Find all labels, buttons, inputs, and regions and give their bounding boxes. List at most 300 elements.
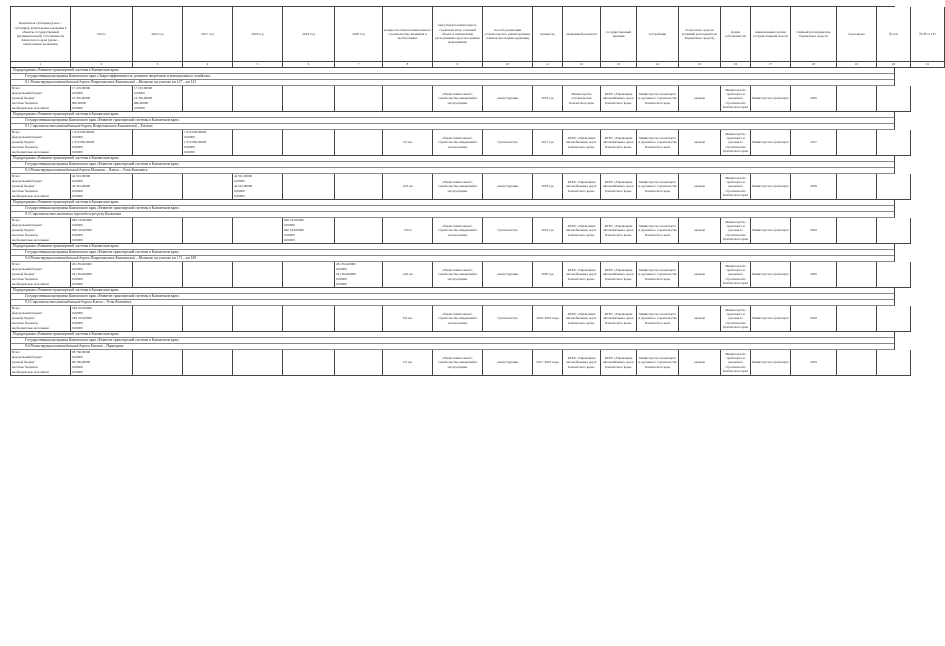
year-value: 0,00000 — [234, 179, 245, 183]
year-values — [233, 218, 283, 244]
recipient-cell: Министерство транспорта и дорожного строительства Камчатского края — [637, 130, 679, 156]
header-cell: получатель средств (главный распорядитель бюджетных средств) — [679, 7, 721, 62]
year-value: 44 591,00000 — [234, 174, 253, 178]
row-label: краевой бюджет — [12, 360, 35, 364]
column-number: 1 — [11, 62, 71, 68]
header-cell: 2019 год — [283, 7, 335, 62]
builder-cell: КГКУ «Управление автомобильных дорог Камчатского края» — [601, 350, 637, 376]
year-range-cell: 2018 год — [533, 174, 563, 200]
row-label: федеральный бюджет — [12, 91, 43, 95]
item-title: 9.5 Строительство автомобильной дороги Ключи – Усть-Камчатск — [10, 300, 895, 306]
row-label: краевой бюджет — [12, 272, 35, 276]
total-value: 98 760,00000 — [72, 350, 91, 354]
column-number: 21 — [911, 62, 945, 68]
year-range-cell: 2016–2018 годы — [533, 306, 563, 332]
total-values — [71, 262, 133, 288]
header-cell: застройщик — [637, 7, 679, 62]
year-values — [183, 306, 233, 332]
recipient-cell: Министерство транспорта и дорожного строительства Камчатского края — [637, 174, 679, 200]
form-cell: краевая — [679, 350, 721, 376]
total-value: 0,00000 — [72, 238, 83, 242]
recipient-cell: Министерство транспорта и дорожного строительства Камчатского края — [637, 306, 679, 332]
column-number: 7 — [335, 62, 383, 68]
total-value: 1 679 650,00000 — [72, 140, 95, 144]
row-label: местные бюджеты — [12, 321, 38, 325]
object-cell: Объект капитального строительства, введенный в эксплуатацию — [433, 130, 483, 156]
header-cell: мощность — [533, 7, 563, 62]
empty-cell — [837, 262, 877, 288]
year-values — [233, 350, 283, 376]
section-subtitle: Государственная программа Камчатского края «Развитие транспортной системы в Камчатском крае» — [10, 338, 895, 344]
grbs-cell: Министерство транспорта — [751, 174, 791, 200]
row-labels — [11, 218, 71, 244]
year-values — [335, 262, 383, 288]
year-values — [283, 350, 335, 376]
empty-cell — [877, 218, 911, 244]
org-cell: Министерство транспорта и дорожного строительства Камчатского края — [721, 350, 751, 376]
section-subtitle: Государственная программа Камчатского края «Развитие транспортной системы в Камчатском крае» — [10, 206, 895, 212]
row-label: краевой бюджет — [12, 228, 35, 232]
column-number: 9 — [433, 62, 483, 68]
builder-cell: КГКУ «Управление автомобильных дорог Камчатского края» — [601, 174, 637, 200]
empty-cell — [877, 306, 911, 332]
row-label: Всего — [12, 130, 21, 134]
total-values — [71, 86, 133, 112]
empty-cell — [877, 130, 911, 156]
row-label: Всего — [12, 86, 21, 90]
year-values — [335, 350, 383, 376]
year-values — [183, 86, 233, 112]
row-label: краевой бюджет — [12, 184, 35, 188]
item-title: 9.6 Реконструкция автомобильной дороги Елизово – Паратунка — [10, 344, 895, 350]
row-label: местные бюджеты — [12, 365, 38, 369]
column-number: 16 — [721, 62, 751, 68]
year-value: 0,00000 — [284, 233, 295, 237]
year-values — [335, 86, 383, 112]
table-header — [10, 6, 936, 62]
row-label: внебюджетные источники — [12, 370, 49, 374]
row-label: местные бюджеты — [12, 145, 38, 149]
org-cell: Министерство транспорта и дорожного строительства Камчатского края — [721, 174, 751, 200]
year-values — [335, 174, 383, 200]
builder-cell: КГКУ «Управление автомобильных дорог Камчатского края» — [601, 218, 637, 244]
year-value: 1 679 650,00000 — [184, 130, 207, 134]
section-title: Подпрограмма «Развитие транспортной системы в Камчатском крае» — [10, 156, 895, 162]
header-cell: наименование органа государственной власти — [751, 7, 791, 62]
total-value: 189 322,00000 — [72, 306, 92, 310]
grbs-cell: Министерство транспорта — [751, 262, 791, 288]
year-values — [133, 262, 183, 288]
header-cell: ожидаемый результат — [563, 7, 601, 62]
builder-cell: КГКУ «Управление автомобильных дорог Камчатского края» — [601, 130, 637, 156]
empty-cell — [837, 174, 877, 200]
header-cell: 2018 год — [233, 7, 283, 62]
total-value: 0,00000 — [72, 321, 83, 325]
form-cell: краевая — [679, 174, 721, 200]
row-label: краевой бюджет — [12, 140, 35, 144]
table-row — [10, 174, 895, 200]
term-cell: 2019 — [791, 350, 837, 376]
term-cell: 2018 — [791, 174, 837, 200]
year-value: 0,00000 — [184, 150, 195, 154]
column-number: 17 — [751, 62, 791, 68]
row-label: Всего — [12, 350, 21, 354]
builder-cell: КГКУ «Управление автомобильных дорог Камчатского края» — [601, 262, 637, 288]
section-title: Подпрограмма «Развитие транспортной системы в Камчатском крае» — [10, 332, 895, 338]
method-cell: строительство — [483, 130, 533, 156]
recipient-cell: Министерство транспорта и дорожного строительства Камчатского края — [637, 218, 679, 244]
total-values — [71, 306, 133, 332]
year-values — [133, 218, 183, 244]
total-value: 0,00000 — [72, 355, 83, 359]
year-value: 0,00000 — [184, 145, 195, 149]
item-title: 9.1 Строительство автомобильной дороги Петропавловск-Камчатский – Елизово — [10, 124, 895, 130]
row-label: федеральный бюджет — [12, 311, 43, 315]
header-cell: вид (объекта капитального строительства), основной объект и направление расходования средств в рамках мероприятия — [433, 7, 483, 62]
column-number: 12 — [563, 62, 601, 68]
method-cell: реконструкция — [483, 262, 533, 288]
year-values — [133, 306, 183, 332]
section-title: Подпрограмма «Развитие транспортной системы в Камчатском крае» — [10, 68, 895, 74]
method-cell: реконструкция — [483, 86, 533, 112]
method-cell: строительство — [483, 218, 533, 244]
row-label: Всего — [12, 306, 21, 310]
year-values — [283, 86, 335, 112]
header-cell: Итого — [71, 7, 133, 62]
column-number: 11 — [533, 62, 563, 68]
row-label: внебюджетные источники — [12, 106, 49, 110]
year-values — [183, 350, 233, 376]
customer-cell: КГКУ «Управление автомобильных дорог Камчатского края» — [563, 306, 601, 332]
grbs-cell: Министерство транспорта — [751, 218, 791, 244]
row-label: федеральный бюджет — [12, 355, 43, 359]
capacity-cell: 150 м — [383, 218, 433, 244]
customer-cell: КГКУ «Управление автомобильных дорог Камчатского края» — [563, 218, 601, 244]
header-cell: форма собственности — [721, 7, 751, 62]
total-value: 846 543,00000 — [72, 228, 92, 232]
year-value: 1 679 650,00000 — [184, 140, 207, 144]
total-value: 0,00000 — [72, 194, 83, 198]
year-value: 0,00000 — [184, 135, 195, 139]
year-values — [283, 262, 335, 288]
year-values — [133, 174, 183, 200]
total-value: 0,00000 — [72, 223, 83, 227]
row-label: внебюджетные источники — [12, 150, 49, 154]
row-label: внебюджетные источники — [12, 238, 49, 242]
object-cell: Объект капитального строительства, введенный в эксплуатацию — [433, 350, 483, 376]
capacity-cell: 14,0 км — [383, 262, 433, 288]
year-values — [233, 306, 283, 332]
column-number: 2 — [71, 62, 133, 68]
total-value: 0,00000 — [72, 277, 83, 281]
method-cell: строительство — [483, 306, 533, 332]
total-values — [71, 350, 133, 376]
row-label: внебюджетные источники — [12, 326, 49, 330]
builder-cell: КГКУ «Управление автомобильных дорог Камчатского края» — [601, 306, 637, 332]
row-label: местные бюджеты — [12, 233, 38, 237]
column-number: 5 — [233, 62, 283, 68]
table-row — [10, 306, 895, 332]
capacity-cell: 12,0 км — [383, 174, 433, 200]
grbs-cell: Министерство транспорта — [751, 130, 791, 156]
method-cell: реконструкция — [483, 174, 533, 200]
year-range-cell: 2016 год — [533, 86, 563, 112]
row-label: федеральный бюджет — [12, 135, 43, 139]
document-sheet — [10, 6, 936, 631]
grbs-cell: Министерство транспорта — [751, 86, 791, 112]
year-range-cell: 2019 год — [533, 218, 563, 244]
total-value: 0,00000 — [72, 311, 83, 315]
org-cell: Министерство транспорта и дорожного строительства Камчатского края — [721, 306, 751, 332]
column-number: 14 — [637, 62, 679, 68]
empty-cell — [837, 350, 877, 376]
empty-cell — [877, 350, 911, 376]
recipient-cell: Министерство транспорта и дорожного строительства Камчатского края — [637, 86, 679, 112]
year-values — [233, 174, 283, 200]
table-row — [10, 262, 895, 288]
column-number: 3 — [133, 62, 183, 68]
year-value: 261 854,00000 — [336, 262, 356, 266]
year-value: 0,00000 — [336, 267, 347, 271]
year-values — [283, 306, 335, 332]
header-cell: № п/п — [877, 7, 911, 62]
column-number: 6 — [283, 62, 335, 68]
column-number: 13 — [601, 62, 637, 68]
year-value: 0,00000 — [336, 277, 347, 281]
total-value: 0,00000 — [72, 282, 83, 286]
object-cell: Объект капитального строительства, введенный в эксплуатацию — [433, 174, 483, 200]
year-values — [233, 86, 283, 112]
grbs-cell: Министерство транспорта — [751, 306, 791, 332]
total-value: 0,00000 — [72, 365, 83, 369]
row-label: местные бюджеты — [12, 101, 38, 105]
header-cell: Срок ввода — [837, 7, 877, 62]
row-label: федеральный бюджет — [12, 267, 43, 271]
column-number: 15 — [679, 62, 721, 68]
total-value: 0,00000 — [72, 150, 83, 154]
method-cell: реконструкция — [483, 350, 533, 376]
table-row — [10, 130, 895, 156]
form-cell: краевая — [679, 218, 721, 244]
year-value: 0,00000 — [336, 282, 347, 286]
total-value: 16 365,00000 — [72, 96, 91, 100]
year-range-cell: 2017–2019 годы — [533, 350, 563, 376]
table-body — [10, 68, 895, 376]
recipient-cell: Министерство транспорта и дорожного строительства Камчатского края — [637, 262, 679, 288]
form-cell: краевая — [679, 130, 721, 156]
section-subtitle: Государственная программа Камчатского края «Развитие транспортной системы в Камчатском крае» — [10, 162, 895, 168]
header-cell: 2017 год — [183, 7, 233, 62]
capacity-cell: 3,5 км — [383, 130, 433, 156]
org-cell: Министерство транспорта и дорожного строительства Камчатского края — [721, 86, 751, 112]
column-numbers — [10, 62, 930, 68]
recipient-cell: Министерство транспорта и дорожного строительства Камчатского края — [637, 350, 679, 376]
total-value: 0,00000 — [72, 189, 83, 193]
row-label: Всего — [12, 218, 21, 222]
total-value: 17 225,00000 — [72, 86, 91, 90]
year-values — [183, 262, 233, 288]
year-values — [233, 262, 283, 288]
year-value: 0,00000 — [134, 91, 145, 95]
customer-cell: КГКУ «Управление автомобильных дорог Камчатского края» — [563, 174, 601, 200]
object-cell: Объект капитального строительства, введенный в эксплуатацию — [433, 306, 483, 332]
column-number: 20 — [877, 62, 911, 68]
year-values — [183, 174, 233, 200]
column-number: 18 — [791, 62, 837, 68]
section-title: Подпрограмма «Развитие транспортной системы в Камчатском крае» — [10, 288, 895, 294]
row-label: федеральный бюджет — [12, 179, 43, 183]
object-cell: Объект капитального строительства, введенный в эксплуатацию — [433, 218, 483, 244]
item-title: 9.4 Реконструкция автомобильной дороги Петропавловск-Камчатский – Мильково на участке км 171 – км 185 — [10, 256, 895, 262]
year-value: 0,00000 — [234, 194, 245, 198]
customer-cell: Министерство строительства Камчатского края — [563, 86, 601, 112]
empty-cell — [877, 174, 911, 200]
row-label: внебюджетные источники — [12, 282, 49, 286]
header-cell: 2016 год — [133, 7, 183, 62]
header-cell: №/№ п. ГП — [911, 7, 945, 62]
term-cell: 2016 — [791, 86, 837, 112]
item-title: 8.1 Реконструкция автомобильной дороги Петропавловск-Камчатский – Мильково на участке км 127 – км 141 — [10, 80, 895, 86]
row-labels — [11, 130, 71, 156]
year-value: 261 854,00000 — [336, 272, 356, 276]
total-value: 0,00000 — [72, 91, 83, 95]
total-value: 98 760,00000 — [72, 360, 91, 364]
form-cell: краевая — [679, 306, 721, 332]
item-title: 9.3 Строительство мостового перехода через реку Камчатка — [10, 212, 895, 218]
year-values — [335, 218, 383, 244]
row-label: краевой бюджет — [12, 316, 35, 320]
term-cell: 2018 — [791, 306, 837, 332]
total-value: 189 322,00000 — [72, 316, 92, 320]
header-cell: способ реализации (строительство, реконструкция, техническое перевооружение) — [483, 7, 533, 62]
total-value: 0,00000 — [72, 326, 83, 330]
year-range-cell: 2020 год — [533, 262, 563, 288]
year-value: 860,00000 — [134, 101, 149, 105]
total-value: 0,00000 — [72, 135, 83, 139]
year-value: 846 543,00000 — [284, 218, 304, 222]
item-title: 9.2 Реконструкция автомобильной дороги Мильково – Ключи – Усть-Камчатск — [10, 168, 895, 174]
header-cell: 2020 год — [335, 7, 383, 62]
year-value: 846 543,00000 — [284, 228, 304, 232]
object-cell: Объект капитального строительства, введенный в эксплуатацию — [433, 86, 483, 112]
column-number: 4 — [183, 62, 233, 68]
builder-cell: КГКУ «Управление автомобильных дорог Камчатского края» — [601, 86, 637, 112]
row-labels — [11, 262, 71, 288]
year-values — [133, 86, 183, 112]
capacity-cell — [383, 86, 433, 112]
form-cell: краевая — [679, 86, 721, 112]
table-row — [10, 86, 895, 112]
column-number: 19 — [837, 62, 877, 68]
year-value: 0,00000 — [284, 238, 295, 242]
row-label: внебюджетные источники — [12, 194, 49, 198]
row-labels — [11, 306, 71, 332]
year-range-cell: 2017 год — [533, 130, 563, 156]
total-value: 0,00000 — [72, 233, 83, 237]
year-values — [283, 130, 335, 156]
section-title: Подпрограмма «Развитие транспортной системы в Камчатском крае» — [10, 200, 895, 206]
row-label: Всего — [12, 262, 21, 266]
row-labels — [11, 350, 71, 376]
year-values — [183, 218, 233, 244]
object-cell: Объект капитального строительства, введенный в эксплуатацию — [433, 262, 483, 288]
year-values — [335, 130, 383, 156]
empty-cell — [837, 306, 877, 332]
grbs-cell: Министерство транспорта — [751, 350, 791, 376]
year-values — [133, 350, 183, 376]
row-label: Всего — [12, 174, 21, 178]
section-subtitle: Государственная программа Камчатского края «Развитие транспортной системы в Камчатском крае» — [10, 118, 895, 124]
customer-cell: КГКУ «Управление автомобильных дорог Камчатского края» — [563, 130, 601, 156]
total-value: 0,00000 — [72, 370, 83, 374]
section-subtitle: Государственная программа Камчатского края «Развитие транспортной системы в Камчатском крае» — [10, 250, 895, 256]
section-title: Подпрограмма «Развитие транспортной системы в Камчатском крае» — [10, 112, 895, 118]
table-row — [10, 218, 895, 244]
org-cell: Министерство транспорта и дорожного строительства Камчатского края — [721, 218, 751, 244]
year-values — [183, 130, 233, 156]
year-value: 0,00000 — [234, 189, 245, 193]
section-subtitle: Государственная программа Камчатского края «Развитие транспортной системы в Камчатском крае» — [10, 294, 895, 300]
total-value: 1 679 650,00000 — [72, 130, 95, 134]
year-value: 0,00000 — [134, 106, 145, 110]
empty-cell — [837, 86, 877, 112]
empty-cell — [837, 218, 877, 244]
section-title: Подпрограмма «Развитие транспортной системы в Камчатском крае» — [10, 244, 895, 250]
capacity-cell: 8,0 км — [383, 306, 433, 332]
term-cell: 2019 — [791, 218, 837, 244]
section-subtitle: Государственная программа Камчатского края «Энергоэффективность, развитие энергетики и коммунального хозяйства» — [10, 74, 895, 80]
row-labels — [11, 174, 71, 200]
column-number: 8 — [383, 62, 433, 68]
total-value: 261 854,00000 — [72, 262, 92, 266]
term-cell: 2020 — [791, 262, 837, 288]
total-value: 0,00000 — [72, 267, 83, 271]
total-value: 860,00000 — [72, 101, 87, 105]
total-value: 261 854,00000 — [72, 272, 92, 276]
header-cell: Бюджетная субсидия (далее – субсидия); капитальные вложения в объекты государственной (муниципальной) собственности Камчатского края (далее – капитальные вложения) — [11, 7, 71, 62]
total-value: 44 591,00000 — [72, 174, 91, 178]
total-value: 0,00000 — [72, 145, 83, 149]
header-cell: мощность объекта капитального строительства, вводимая в эксплуатацию — [383, 7, 433, 62]
org-cell: Министерство транспорта и дорожного строительства Камчатского края — [721, 262, 751, 288]
empty-cell — [837, 130, 877, 156]
empty-cell — [877, 86, 911, 112]
column-number: 10 — [483, 62, 533, 68]
year-value: 44 591,00000 — [234, 184, 253, 188]
empty-cell — [877, 262, 911, 288]
customer-cell: КГКУ «Управление автомобильных дорог Камчатского края» — [563, 262, 601, 288]
org-cell: Министерство транспорта и дорожного строительства Камчатского края — [721, 130, 751, 156]
total-values — [71, 174, 133, 200]
term-cell: 2017 — [791, 130, 837, 156]
header-cell: главный распорядитель бюджетных средств — [791, 7, 837, 62]
total-value: 846 543,00000 — [72, 218, 92, 222]
total-values — [71, 130, 133, 156]
year-values — [233, 130, 283, 156]
capacity-cell: 6,5 км — [383, 350, 433, 376]
total-values — [71, 218, 133, 244]
row-label: федеральный бюджет — [12, 223, 43, 227]
form-cell: краевая — [679, 262, 721, 288]
year-value: 0,00000 — [284, 223, 295, 227]
row-label: местные бюджеты — [12, 277, 38, 281]
year-value: 17 225,00000 — [134, 86, 153, 90]
total-value: 44 591,00000 — [72, 184, 91, 188]
year-values — [133, 130, 183, 156]
row-label: краевой бюджет — [12, 96, 35, 100]
table-row — [10, 350, 895, 376]
header-cell: государственный заказчик — [601, 7, 637, 62]
